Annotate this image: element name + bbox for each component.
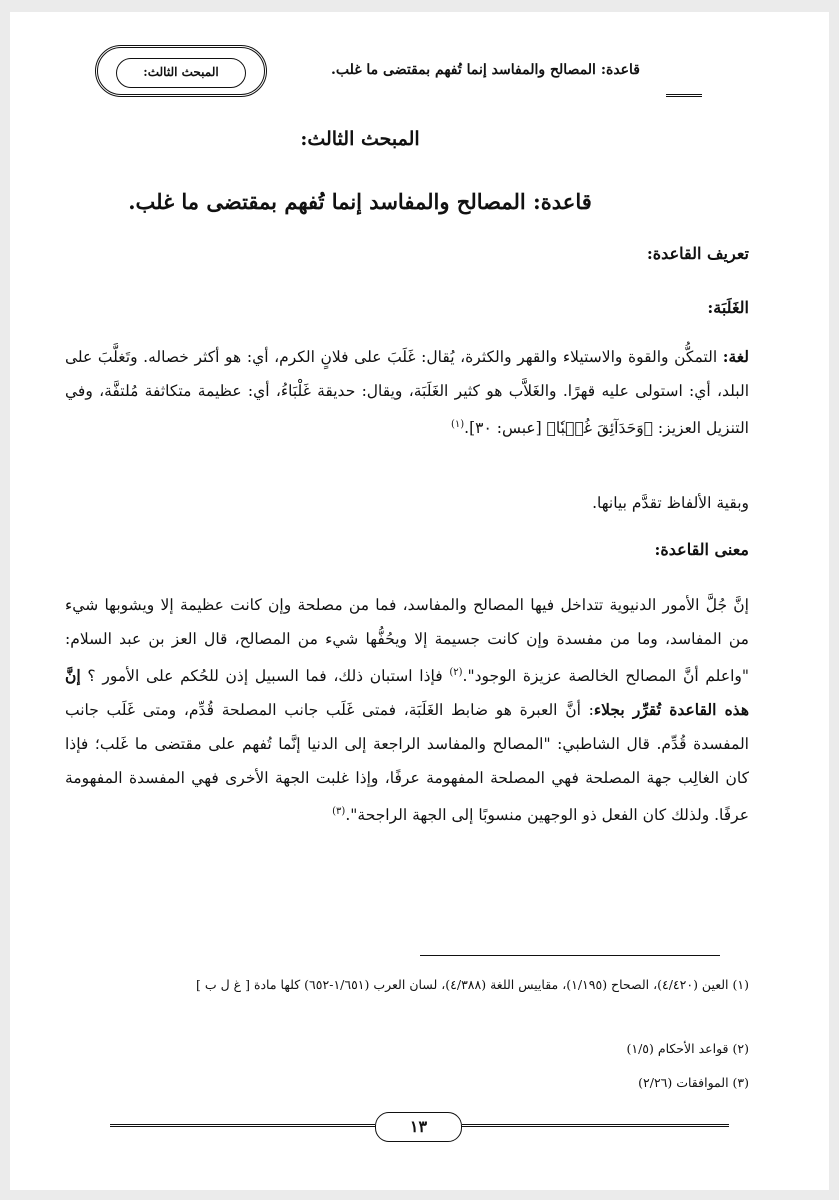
footnote-ref-3[interactable]: (٣): [332, 806, 346, 818]
language-definition-paragraph: [65, 340, 749, 445]
footnote-separator: [420, 955, 720, 956]
meaning-text-3: : أنَّ العبرة هو ضابط الغَلَبَة، فمتى غَلَب جانب المصلحة قُدِّم، ومتى غَلَب جانب المفسدة قُدِّم. قال الشاطبي: "المصالح والمفاسد الراجعة إلى الدنيا إنَّما تُفهم على مقتضى ما غَلب؛ فإذا كان الغالِب جهة المصلحة فهي المصلحة المفهومة عرفًا، وإذا غلبت الجهة الأخرى فهي المفسدة المفهومة عرفًا. ولذلك كان الفعل ذو الوجهين منسوبًا إلى الجهة الراجحة".: [65, 701, 749, 825]
rule-title: قاعدة: المصالح والمفاسد إنما تُفهم بمقتضى ما غلب.: [128, 189, 592, 214]
footnote-3: (٣) الموافقات (٢/٢٦): [638, 1075, 749, 1090]
footnote-ref-1[interactable]: (١): [450, 419, 465, 430]
lang-label: لغة:: [722, 347, 749, 366]
document-page: [10, 12, 829, 1190]
meaning-heading: معنى القاعدة:: [654, 540, 749, 559]
remaining-terms-line: وبقية الألفاظ تقدَّم بيانها.: [592, 494, 749, 512]
definition-heading: تعريف القاعدة:: [646, 244, 749, 263]
footnote-2: (٢) قواعد الأحكام (١/٥): [626, 1041, 749, 1056]
lang-text: التمكُّن والقوة والاستيلاء والقهر والكثرة، يُقال: غَلَبَ على فلانٍ الكرم، أي: هو أكثر خصاله. وتَغلَّبَ على البلد، أي: استولى عليه قهرًا. والغَلاَّب هو كثير الغَلَبَة، ويقال: حديقة غَلْبَاءُ، أي: عظيمة متكاثفة مُلتفَّة، وفي التنزيل العزيز: ﴿وَحَدَآئِقَ غُلۡبٗا﴾ [عبس: ٣٠].: [65, 348, 749, 438]
meaning-emphasis: إنَّ هذه القاعدة تُقرِّر بجلاء: [65, 666, 749, 720]
page-number: ١٣: [375, 1112, 462, 1142]
running-header-title: قاعدة: المصالح والمفاسد إنما تُفهم بمقتضى ما غلب.: [330, 62, 640, 78]
footnote-ref-2[interactable]: (٢): [449, 667, 463, 678]
footnote-1: (١) العين (٤/٤٢٠)، الصحاح (١/١٩٥)، مقاييس اللغة (٤/٣٨٨)، لسان العرب (١/٦٥١-٦٥٢) كلها مادة [ غ ل ب ]: [196, 977, 749, 992]
header-section-badge: المبحث الثالث:: [116, 58, 246, 88]
meaning-text-1: إنَّ جُلَّ الأمور الدنيوية تتداخل فيها المصالح والمفاسد، فما من مصلحة وإن كانت عظيمة إلا ويشوبها شيء من المفاسد، وما من مفسدة وإن كانت جسيمة إلا ويحُفُّها شيء من المصالح، قال العز بن عبد السلام: "واعلم أنَّ المصالح الخالصة عزيزة الوجود".: [65, 596, 749, 686]
footer-rule-right: [462, 1124, 729, 1133]
term-heading: الغَلَبَة:: [707, 298, 749, 317]
meaning-paragraph: [65, 588, 749, 832]
header-ornament-rule: [666, 94, 702, 97]
section-title: المبحث الثالث:: [300, 128, 420, 150]
footer-rule-left: [110, 1124, 375, 1133]
meaning-text-2: فإذا استبان ذلك، فما السبيل إذن للحُكم على الأمور ؟: [80, 667, 450, 686]
